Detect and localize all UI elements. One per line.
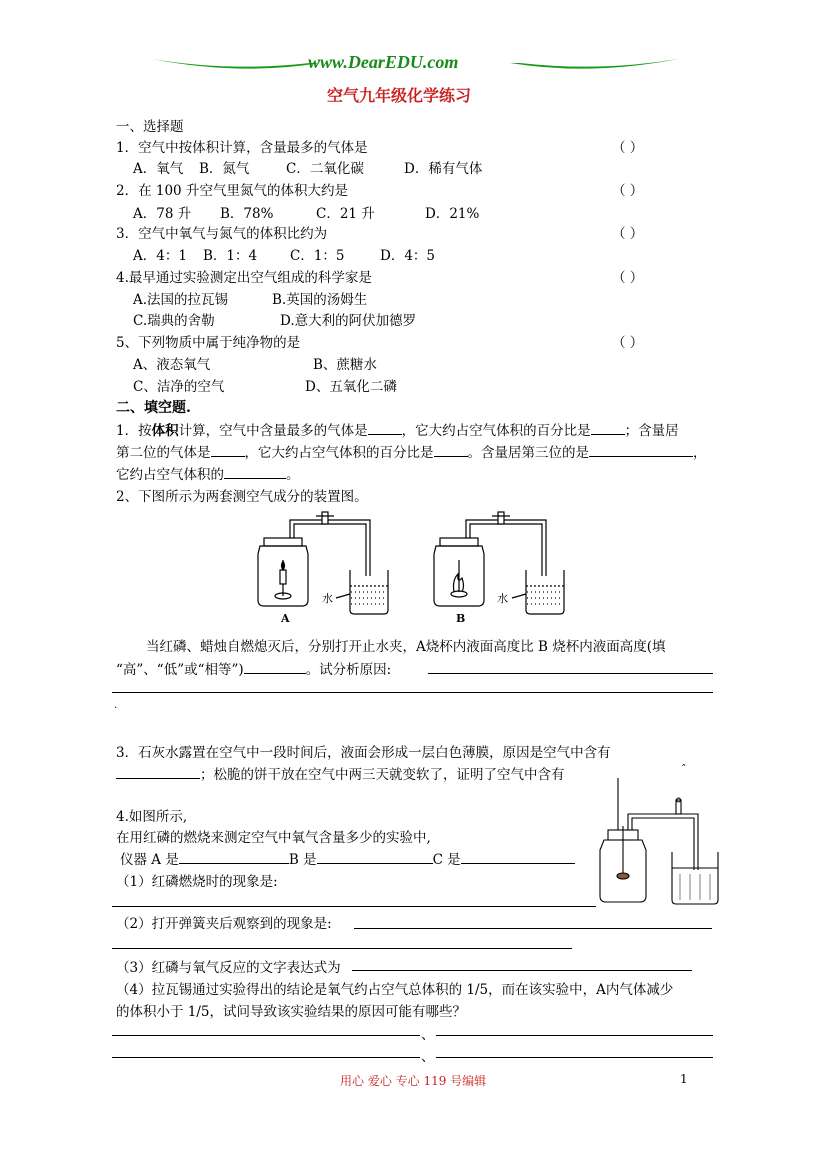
- page-number: 1: [680, 1072, 688, 1086]
- answer-paren: （ ）: [612, 140, 644, 156]
- footer-text: 用心 爱心 专心 119 号编辑: [340, 1074, 487, 1088]
- label-a: A: [281, 612, 290, 625]
- fill-q4-line1: 4.如图所示,: [116, 809, 188, 825]
- apparatus-diagram: [250, 508, 610, 628]
- question-stem: 3．空气中氧气与氮气的体积比约为: [116, 226, 328, 242]
- option: B．78%: [220, 206, 274, 222]
- fill-q1-line1: 1．按体积计算，空气中含量最多的气体是 ，它大约占空气体积的百分比是 ；含量居: [116, 423, 679, 439]
- option: C．21 升: [316, 206, 375, 222]
- caret-mark: ˆ: [681, 763, 687, 776]
- answer-line: [112, 692, 713, 693]
- fill-q1-line3: 它约占空气体积的 。: [116, 467, 300, 483]
- answer-line: [112, 1057, 420, 1058]
- option: A．氧气: [133, 161, 184, 177]
- answer-paren: （ ）: [612, 226, 644, 242]
- option: A.法国的拉瓦锡: [133, 292, 229, 308]
- fill-q1-line2: 第二位的气体是 ，它大约占空气体积的百分比是 。含量居第三位的是 ，: [116, 445, 707, 461]
- answer-line: [354, 928, 712, 929]
- label-b: B: [456, 612, 466, 625]
- separator: 、: [421, 1049, 435, 1065]
- fill-q4-instruments: 仪器 A 是 B 是 C 是: [120, 848, 575, 868]
- option: A．78 升: [133, 206, 192, 222]
- answer-line: [436, 1035, 713, 1036]
- option: A、液态氧气: [133, 357, 211, 373]
- fill-q3-line2: ；松脆的饼干放在空气中两三天就变软了，证明了空气中含有: [116, 763, 565, 783]
- water-label-a: 水: [322, 592, 333, 605]
- fill-q4-s1: （1）红磷燃烧时的现象是:: [116, 874, 278, 890]
- question-stem: 2．在 100 升空气里氮气的体积大约是: [116, 183, 348, 199]
- apparatus-diagram-q4: [594, 778, 724, 908]
- section-heading: 二、填空题.: [116, 400, 191, 416]
- option: B．氮气: [199, 161, 250, 177]
- option: D．稀有气体: [404, 161, 483, 177]
- answer-paren: （ ）: [612, 270, 644, 286]
- site-logo: www.DearEDU.com: [308, 52, 459, 72]
- separator: 、: [421, 1027, 435, 1043]
- answer-line: [352, 970, 692, 971]
- fill-q4-s3: （3）红磷与氧气反应的文字表达式为: [116, 960, 341, 976]
- answer-line: [112, 906, 596, 907]
- question-stem: 5、下列物质中属于纯净物的是: [116, 335, 301, 351]
- fill-q4-s2: （2）打开弹簧夹后观察到的现象是:: [116, 916, 332, 932]
- fill-q4-line2: 在用红磷的燃烧来测定空气中氧气含量多少的实验中,: [116, 830, 431, 846]
- answer-paren: （ ）: [612, 183, 644, 199]
- question-stem: 1．空气中按体积计算，含量最多的气体是: [116, 140, 368, 156]
- option: C．二氧化碳: [286, 161, 364, 177]
- option: A．4：1: [133, 248, 187, 264]
- option: D、五氧化二磷: [305, 379, 397, 395]
- fill-q2-line2: “高”、“低”或“相等”) 。试分析原因:: [116, 662, 392, 678]
- option: C．1：5: [290, 248, 345, 264]
- answer-paren: （ ）: [612, 335, 644, 351]
- option: D．21%: [425, 206, 480, 222]
- answer-line: [112, 1035, 420, 1036]
- fill-q2-line1: 当红磷、蜡烛自燃熄灭后，分别打开止水夹，A烧杯内液面高度比 B 烧杯内液面高度(填: [146, 639, 666, 655]
- answer-line: [428, 673, 713, 674]
- stray-dot: .: [114, 700, 118, 711]
- option: B．1：4: [203, 248, 258, 264]
- fill-q2-intro: 2、下图所示为两套测空气成分的装置图。: [116, 489, 368, 505]
- option: B.英国的汤姆生: [272, 292, 368, 308]
- fill-q3-line1: 3．石灰水露置在空气中一段时间后，液面会形成一层白色薄膜，原因是空气中含有: [116, 745, 611, 761]
- option: D.意大利的阿伏加德罗: [280, 313, 417, 329]
- option: C、洁净的空气: [133, 379, 225, 395]
- answer-line: [112, 948, 572, 949]
- question-stem: 4.最早通过实验测定出空气组成的科学家是: [116, 270, 372, 286]
- option: D．4：5: [380, 248, 436, 264]
- option: C.瑞典的舍勒: [133, 313, 215, 329]
- page-title: 空气九年级化学练习: [327, 86, 472, 105]
- water-label-b: 水: [497, 592, 508, 605]
- answer-line: [436, 1057, 713, 1058]
- fill-q4-s4a: （4）拉瓦锡通过实验得出的结论是氧气约占空气总体积的 1/5，而在该实验中，A内气体减少: [116, 982, 674, 998]
- section-heading: 一、选择题: [116, 119, 184, 135]
- option: B、蔗糖水: [313, 357, 377, 373]
- fill-q4-s4b: 的体积小于 1/5，试问导致该实验结果的原因可能有哪些？: [116, 1004, 467, 1020]
